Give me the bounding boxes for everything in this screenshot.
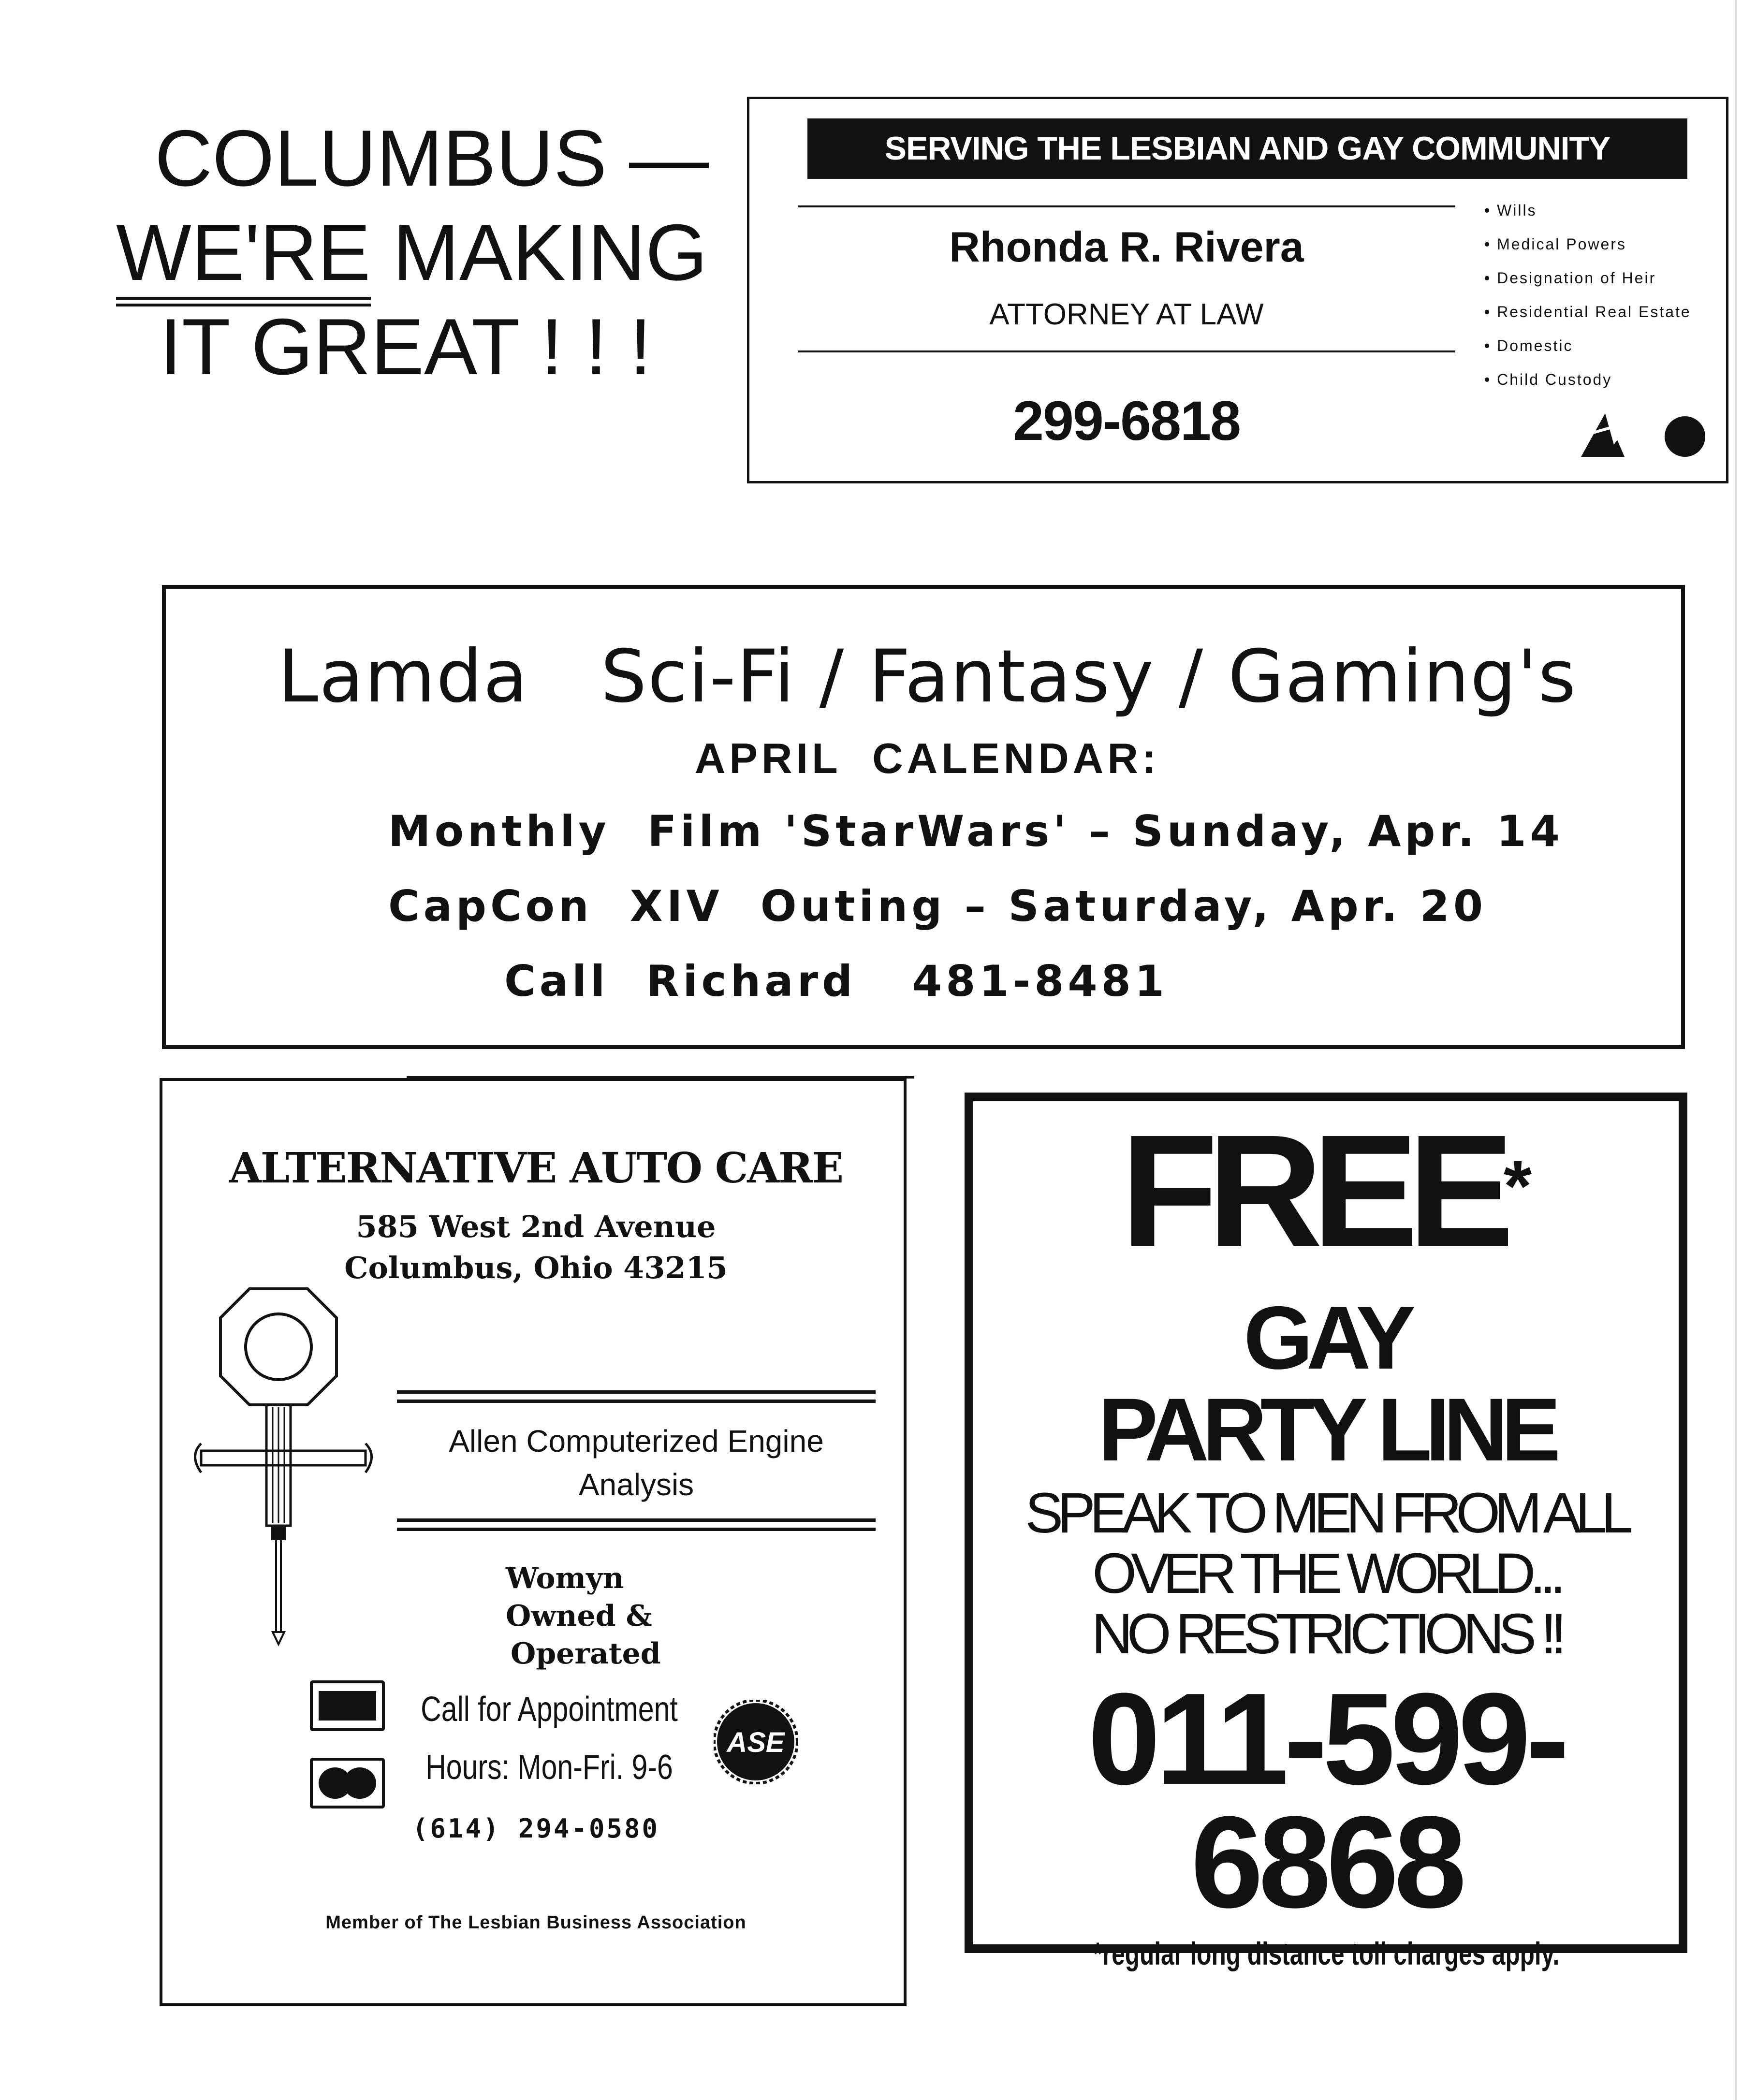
lamda-contact: Call Richard 481-8481 xyxy=(504,956,1169,1006)
page-edge xyxy=(1735,0,1737,2100)
auto-top-rule xyxy=(407,1076,914,1079)
party-free-word: FREE xyxy=(1120,1101,1504,1280)
attorney-service-item: • Designation of Heir xyxy=(1484,261,1736,295)
lamda-title: Lamda Sci-Fi / Fantasy / Gaming's xyxy=(278,635,1577,719)
attorney-phone: 299-6818 xyxy=(1013,390,1240,452)
auto-rule-top xyxy=(397,1390,876,1403)
auto-service-1: Allen Computerized Engine xyxy=(449,1424,824,1458)
auto-name: ALTERNATIVE AUTO CARE xyxy=(229,1144,843,1193)
auto-womyn-line-2: Owned & xyxy=(506,1599,652,1633)
party-gay: GAY xyxy=(1244,1288,1409,1388)
attorney-service-item: • Residential Real Estate xyxy=(1484,295,1736,329)
attorney-service-item: • Domestic xyxy=(1484,329,1736,363)
auto-address-1: 585 West 2nd Avenue xyxy=(356,1209,716,1244)
attorney-name: Rhonda R. Rivera xyxy=(949,223,1304,271)
auto-call-info xyxy=(410,1680,688,1796)
attorney-rule-bottom xyxy=(798,350,1455,352)
attorney-rule-top xyxy=(798,205,1455,207)
auto-address-2: Columbus, Ohio 43215 xyxy=(344,1250,728,1285)
attorney-banner: SERVING THE LESBIAN AND GAY COMMUNITY xyxy=(807,118,1687,179)
auto-call-text: Call for Appointment xyxy=(421,1690,678,1729)
headline-underlined-word: WE'RE xyxy=(116,205,371,300)
party-free xyxy=(973,1101,1679,1280)
auto-hours: Hours: Mon-Fri. 9-6 xyxy=(425,1748,673,1787)
attorney-ad xyxy=(747,97,1728,483)
party-number-2: 6868 xyxy=(1190,1790,1462,1935)
auto-member: Member of The Lesbian Business Association xyxy=(325,1912,747,1933)
attorney-service-item: • Wills xyxy=(1484,193,1736,227)
mastercard-icon xyxy=(310,1758,385,1808)
party-line-heading: PARTY LINE xyxy=(1098,1380,1554,1480)
wrench-screwdriver-icon xyxy=(191,1284,375,1651)
party-speak-1: SPEAK TO MEN FROM ALL xyxy=(1025,1481,1627,1545)
auto-womyn-line-3: Operated xyxy=(511,1637,661,1671)
auto-womyn-line-1: Womyn xyxy=(506,1561,624,1595)
attorney-service-item: • Medical Powers xyxy=(1484,227,1736,261)
auto-womyn-owned xyxy=(506,1560,747,1673)
headline xyxy=(116,111,745,394)
lamda-event-2: CapCon XIV Outing – Saturday, Apr. 20 xyxy=(388,881,1487,931)
party-asterisk: * xyxy=(1503,1145,1532,1226)
headline-line-1: COLUMBUS — xyxy=(155,114,709,203)
party-line-ad xyxy=(965,1093,1687,1971)
headline-line-2-rest: MAKING xyxy=(370,208,708,297)
party-speak-3: NO RESTRICTIONS !! xyxy=(1091,1602,1561,1666)
headline-line-3: IT GREAT ! ! ! xyxy=(160,302,652,391)
auto-care-ad xyxy=(160,1078,907,2006)
party-number-1: 011-599- xyxy=(1088,1666,1565,1812)
ase-badge-text: ASE xyxy=(727,1727,785,1758)
attorney-title: ATTORNEY AT LAW xyxy=(989,298,1264,331)
lamda-event-1: Monthly Film 'StarWars' – Sunday, Apr. 14 xyxy=(388,806,1564,856)
auto-rule-bottom xyxy=(397,1518,876,1531)
party-toll-note: *regular long distance toll charges apply. xyxy=(1093,1936,1560,1971)
attorney-service-item: • Child Custody xyxy=(1484,363,1736,396)
ase-badge-icon xyxy=(714,1700,798,1784)
party-speak-2: OVER THE WORLD... xyxy=(1092,1542,1560,1605)
credit-card-icon xyxy=(310,1680,385,1731)
attorney-services-list xyxy=(1484,193,1736,396)
auto-phone: (614) 294-0580 xyxy=(412,1813,660,1844)
lamda-calendar-heading: APRIL CALENDAR: xyxy=(694,734,1160,782)
headline-line-2 xyxy=(116,205,745,300)
attorney-logo-icon xyxy=(1571,404,1712,462)
auto-service-2: Analysis xyxy=(578,1467,694,1502)
lamda-ad xyxy=(162,585,1685,1049)
